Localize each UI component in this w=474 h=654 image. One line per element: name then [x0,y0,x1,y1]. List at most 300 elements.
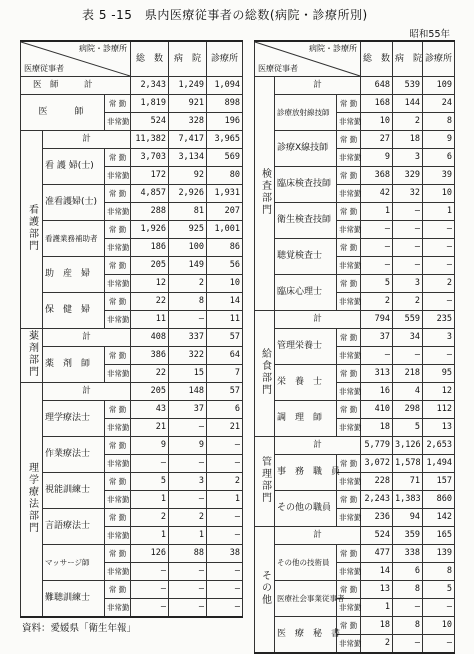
value-cell: 2 [169,275,207,293]
value-cell: — [393,239,423,257]
value-cell: 2 [169,509,207,527]
value-cell: 921 [169,95,207,113]
value-cell: 5,779 [361,437,393,455]
fulltime-label: 常 勤 [105,581,131,599]
value-cell: 1 [131,527,169,545]
value-cell: 3,072 [361,455,393,473]
value-cell: 10 [361,113,393,131]
value-cell: 524 [361,527,393,545]
value-cell: 205 [131,383,169,401]
value-cell: 1,578 [393,455,423,473]
total-row [255,77,455,95]
table-row [21,185,243,203]
value-cell: 92 [169,167,207,185]
value-cell: 2 [361,293,393,311]
value-cell: 39 [423,167,455,185]
value-cell: 2,926 [169,185,207,203]
total-label: 計 [43,131,131,149]
table-row [255,203,455,221]
value-cell: 37 [169,401,207,419]
value-cell: 81 [169,203,207,221]
occupation-name: 医療社会事業従事者 [275,581,337,617]
parttime-label: 非常勤 [105,599,131,618]
occupation-name: 准看護婦(士) [43,185,105,221]
occupation-name: 助 産 婦 [43,257,105,293]
table-row [255,95,455,113]
category-label: 給食部門 [259,348,271,396]
occupation-name: 医 療 秘 書 [275,617,337,654]
table-row [255,275,455,293]
value-cell: 337 [169,329,207,347]
value-cell: 149 [169,257,207,275]
value-cell: — [393,257,423,275]
value-cell: 1,001 [207,221,243,239]
value-cell: 1,249 [169,77,207,95]
value-cell: 4,857 [131,185,169,203]
value-cell: — [207,563,243,581]
value-cell: 559 [393,311,423,329]
parttime-label: 非常勤 [105,455,131,473]
value-cell: — [131,563,169,581]
value-cell: 1 [423,203,455,221]
total-label: 計 [275,311,361,329]
value-cell: 186 [131,239,169,257]
table-row [21,581,243,599]
value-cell: 157 [423,473,455,491]
value-cell: 95 [423,365,455,383]
value-cell: 165 [423,527,455,545]
parttime-label: 非常勤 [105,491,131,509]
value-cell: — [361,239,393,257]
value-cell: 11,382 [131,131,169,149]
value-cell: 86 [207,239,243,257]
doctor-total-label: 医 師 計 [21,77,131,95]
occupation-name: 診療放射線技師 [275,95,337,131]
value-cell: — [169,563,207,581]
value-cell: — [393,347,423,365]
table-title: 表 5 -15 県内医療従事者の総数(病院・診療所別) [82,8,368,22]
value-cell: — [423,221,455,239]
value-cell: 205 [131,257,169,275]
value-cell: 1,819 [131,95,169,113]
occupation-name: 管理栄養士 [275,329,337,365]
value-cell: 207 [207,203,243,221]
value-cell: — [423,599,455,617]
parttime-label: 非常勤 [337,347,361,365]
value-cell: 1,094 [207,77,243,95]
value-cell: 6 [423,149,455,167]
parttime-label: 非常勤 [337,563,361,581]
occupation-name: 保 健 婦 [43,293,105,329]
value-cell: 22 [131,365,169,383]
value-cell: 56 [207,257,243,275]
value-cell: 168 [361,95,393,113]
table-row [255,239,455,257]
value-cell: — [423,257,455,275]
value-cell: 1 [169,527,207,545]
fulltime-label: 常 勤 [105,347,131,365]
column-hospital: 病 院 [393,41,423,77]
value-cell: — [169,581,207,599]
category-admin [255,437,275,527]
value-cell: 34 [393,329,423,347]
value-cell: 5 [361,275,393,293]
value-cell: 4 [393,383,423,401]
value-cell: 1 [131,491,169,509]
value-cell: 71 [393,473,423,491]
value-cell: 57 [207,329,243,347]
corner-bottom-label: 医療従事者 [24,64,64,73]
value-cell: 10 [207,275,243,293]
fulltime-label: 常 勤 [337,203,361,221]
fulltime-label: 常 勤 [105,95,131,113]
value-cell: 9 [169,437,207,455]
value-cell: 16 [361,383,393,401]
table-row [21,509,243,527]
value-cell: — [131,599,169,618]
value-cell: 64 [207,347,243,365]
fulltime-label: 常 勤 [337,617,361,635]
value-cell: 11 [207,311,243,329]
value-cell: 38 [207,545,243,563]
value-cell: — [207,509,243,527]
table-row [255,617,455,635]
fulltime-label: 常 勤 [105,221,131,239]
fulltime-label: 常 勤 [105,149,131,167]
value-cell: 5 [131,473,169,491]
value-cell: 386 [131,347,169,365]
column-clinic: 診療所 [207,41,243,77]
value-cell: 7,417 [169,131,207,149]
value-cell: — [423,347,455,365]
value-cell: 21 [131,419,169,437]
value-cell: 22 [131,293,169,311]
value-cell: — [207,437,243,455]
value-cell: 925 [169,221,207,239]
value-cell: 57 [207,383,243,401]
value-cell: 2 [131,509,169,527]
value-cell: 218 [393,365,423,383]
parttime-label: 非常勤 [105,365,131,383]
parttime-label: 非常勤 [105,563,131,581]
value-cell: 88 [169,545,207,563]
value-cell: 172 [131,167,169,185]
table-row [255,401,455,419]
occupation-name: 調 理 師 [275,401,337,437]
fulltime-label: 常 勤 [337,401,361,419]
fulltime-label: 常 勤 [105,545,131,563]
parttime-label: 非常勤 [337,293,361,311]
parttime-label: 非常勤 [337,113,361,131]
table-row [255,131,455,149]
category-label: 薬剤部門 [26,330,38,378]
value-cell: 5 [423,581,455,599]
header-row [255,41,455,77]
total-label: 計 [275,527,361,545]
value-cell: — [169,455,207,473]
category-label: 理学療法部門 [26,462,38,534]
fulltime-label: 常 勤 [337,491,361,509]
value-cell: — [207,455,243,473]
total-row [255,311,455,329]
value-cell: 1,383 [393,491,423,509]
occupation-name: 診療X線技師 [275,131,337,167]
value-cell: 24 [423,95,455,113]
value-cell: 1 [361,599,393,617]
value-cell: — [393,635,423,654]
parttime-label: 非常勤 [105,203,131,221]
value-cell: 37 [361,329,393,347]
category-label: その他 [259,570,271,606]
value-cell: — [361,257,393,275]
category-nursing [21,131,43,329]
value-cell: 112 [423,401,455,419]
value-cell: 3 [393,149,423,167]
value-cell: 14 [361,563,393,581]
column-total: 総 数 [361,41,393,77]
category-therapy [21,383,43,618]
table-row [21,257,243,275]
value-cell: — [207,581,243,599]
occupation-name: 作業療法士 [43,437,105,473]
value-cell: 80 [207,167,243,185]
value-cell: 27 [361,131,393,149]
value-cell: — [169,599,207,618]
fulltime-label: 常 勤 [337,167,361,185]
value-cell: 3 [393,275,423,293]
parttime-label: 非常勤 [337,383,361,401]
value-cell: — [131,455,169,473]
value-cell: — [423,239,455,257]
occupation-name: 衛生検査技師 [275,203,337,239]
corner-header [255,41,361,77]
fulltime-label: 常 勤 [105,185,131,203]
value-cell: — [393,221,423,239]
value-cell: 3,703 [131,149,169,167]
value-cell: 8 [423,113,455,131]
value-cell: 8 [393,617,423,635]
value-cell: 148 [169,383,207,401]
corner-header [21,41,131,77]
table-row [21,221,243,239]
value-cell: 569 [207,149,243,167]
fulltime-label: 常 勤 [337,329,361,347]
value-cell: 21 [207,419,243,437]
value-cell: 5 [393,419,423,437]
parttime-label: 非常勤 [337,599,361,617]
column-hospital: 病 院 [169,41,207,77]
fulltime-label: 常 勤 [105,293,131,311]
value-cell: 14 [207,293,243,311]
value-cell: 43 [131,401,169,419]
source-note: 資料：愛媛県「衛生年報」 [22,623,137,634]
fulltime-label: 常 勤 [337,455,361,473]
value-cell: 12 [131,275,169,293]
parttime-label: 非常勤 [105,527,131,545]
parttime-label: 非常勤 [105,113,131,131]
total-label: 計 [275,77,361,95]
category-pharmacy [21,329,43,383]
table-row [255,167,455,185]
left-table [20,40,243,618]
value-cell: 794 [361,311,393,329]
value-cell: 368 [361,167,393,185]
fulltime-label: 常 勤 [105,257,131,275]
value-cell: 408 [131,329,169,347]
table-row [255,455,455,473]
total-label: 計 [43,383,131,401]
value-cell: 142 [423,509,455,527]
occupation-name: 視能訓練士 [43,473,105,509]
fulltime-label: 常 勤 [337,95,361,113]
occupation-name: 栄 養 士 [275,365,337,401]
occupation-name: 難聴訓練士 [43,581,105,618]
column-clinic: 診療所 [423,41,455,77]
fulltime-label: 常 勤 [337,239,361,257]
category-food [255,311,275,437]
corner-bottom-label: 医療従事者 [258,64,298,73]
table-row [255,545,455,563]
value-cell: 410 [361,401,393,419]
value-cell: 10 [423,617,455,635]
occupation-name: 看 護 婦(士) [43,149,105,185]
table-row [21,545,243,563]
fulltime-label: 常 勤 [105,473,131,491]
value-cell: 236 [361,509,393,527]
fulltime-label: 常 勤 [337,131,361,149]
value-cell: 9 [131,437,169,455]
value-cell: 139 [423,545,455,563]
value-cell: 2 [423,275,455,293]
value-cell: 539 [393,77,423,95]
fulltime-label: 常 勤 [105,437,131,455]
total-row [255,527,455,545]
value-cell: 100 [169,239,207,257]
corner-top-label: 病院・診療所 [309,44,358,53]
value-cell: 2,243 [361,491,393,509]
value-cell: 860 [423,491,455,509]
table-row [255,365,455,383]
value-cell: 3 [423,329,455,347]
value-cell: 235 [423,311,455,329]
value-cell: 322 [169,347,207,365]
parttime-label: 非常勤 [105,311,131,329]
value-cell: 9 [361,149,393,167]
fulltime-label: 常 勤 [337,581,361,599]
value-cell: 3,965 [207,131,243,149]
value-cell: 648 [361,77,393,95]
value-cell: 1,494 [423,455,455,473]
value-cell: 126 [131,545,169,563]
value-cell: 1,926 [131,221,169,239]
value-cell: 144 [393,95,423,113]
occupation-name: 事 務 職 員 [275,455,337,491]
value-cell: 1,931 [207,185,243,203]
value-cell: 3,126 [393,437,423,455]
value-cell: 2 [393,113,423,131]
fulltime-label: 常 勤 [337,275,361,293]
value-cell: 8 [423,563,455,581]
corner-top-label: 病院・診療所 [79,44,128,53]
value-cell: 196 [207,113,243,131]
parttime-label: 非常勤 [337,185,361,203]
value-cell: — [131,581,169,599]
value-cell: — [169,419,207,437]
value-cell: — [393,599,423,617]
value-cell: 11 [131,311,169,329]
parttime-label: 非常勤 [337,635,361,654]
header-row [21,41,243,77]
table-row [255,491,455,509]
value-cell: 18 [361,617,393,635]
value-cell: — [361,221,393,239]
occupation-name: 臨床心理士 [275,275,337,311]
category-label: 検査部門 [259,168,271,216]
value-cell: 12 [423,383,455,401]
value-cell: — [393,203,423,221]
table-row [21,473,243,491]
value-cell: 1 [361,203,393,221]
value-cell: 9 [423,131,455,149]
occupation-name: 薬 剤 師 [43,347,105,383]
category-lab [255,77,275,311]
table-row [21,149,243,167]
value-cell: 42 [361,185,393,203]
table-row [255,329,455,347]
occupation-name: 医 師 [21,95,105,131]
column-total: 総 数 [131,41,169,77]
occupation-name: 看護業務補助者 [43,221,105,257]
fulltime-label: 常 勤 [105,401,131,419]
total-row [21,329,243,347]
total-row [255,437,455,455]
value-cell: 1 [207,491,243,509]
parttime-label: 非常勤 [105,239,131,257]
value-cell: — [207,599,243,618]
value-cell: 298 [393,401,423,419]
category-label: 看護部門 [26,204,38,252]
parttime-label: 非常勤 [337,509,361,527]
value-cell: 10 [423,185,455,203]
value-cell: 13 [423,419,455,437]
value-cell: 2,653 [423,437,455,455]
value-cell: — [207,527,243,545]
fulltime-label: 常 勤 [337,545,361,563]
occupation-name: 言語療法士 [43,509,105,545]
value-cell: 2 [207,473,243,491]
value-cell: — [361,347,393,365]
value-cell: 8 [393,581,423,599]
value-cell: 6 [393,563,423,581]
occupation-name: 聴覚検査士 [275,239,337,275]
parttime-label: 非常勤 [105,275,131,293]
value-cell: 313 [361,365,393,383]
value-cell: — [423,635,455,654]
value-cell: 228 [361,473,393,491]
value-cell: 2 [361,635,393,654]
value-cell: 18 [361,419,393,437]
value-cell: 3 [169,473,207,491]
doctor-total-row [21,77,243,95]
occupation-name: 臨床検査技師 [275,167,337,203]
occupation-name: マッサージ師 [43,545,105,581]
value-cell: 18 [393,131,423,149]
table-row [21,437,243,455]
total-row [21,383,243,401]
total-row [21,131,243,149]
value-cell: — [169,491,207,509]
table-row [255,581,455,599]
